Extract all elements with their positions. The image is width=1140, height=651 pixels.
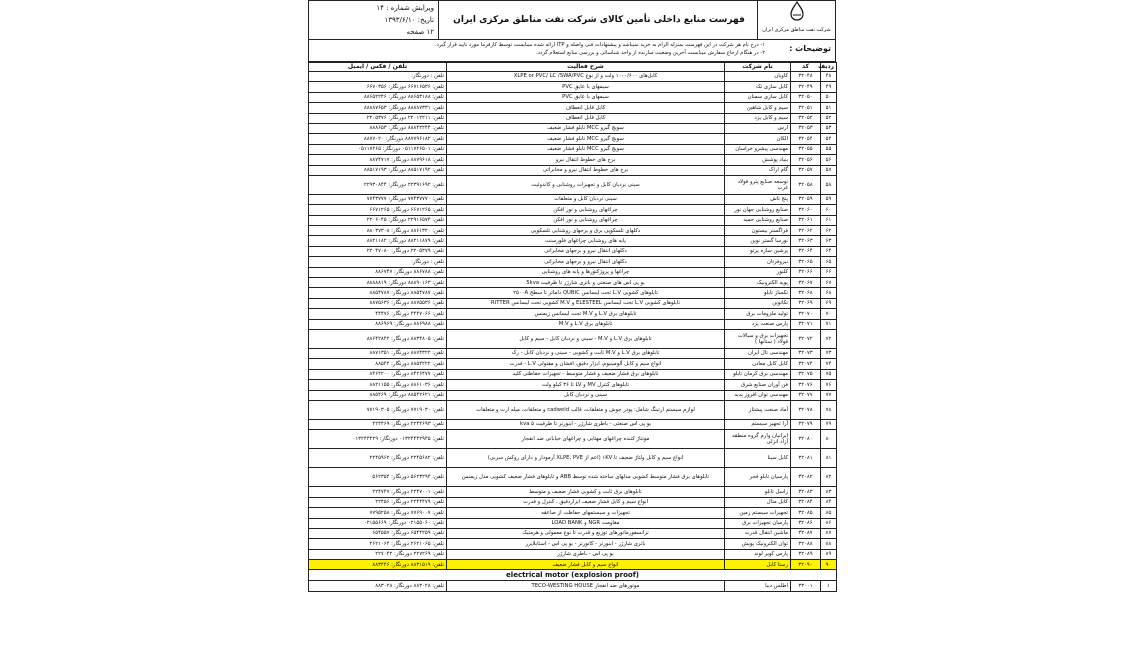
table-body [309,72,837,592]
document-sheet [308,0,836,651]
company-name: صنایع روشنایی حمید [725,215,791,225]
row-number: ۵۹ [821,194,837,204]
supplier-code: ۳۲۰۶۷ [791,278,821,288]
company-name: پارسان تجهیزات برق [725,518,791,528]
company-name: سیم و کابل شاهین [725,103,791,113]
supplier-code: ۳۲۰۵۶ [791,155,821,165]
contact-info: تلفن: ۸۸۷۵۵۳۶ دورنگار: ۸۸۷۵۶۳۶ [309,298,447,308]
table-row [309,72,837,82]
activity-description: برج های خطوط انتقال نیرو [447,155,725,165]
contact-info: تلفن: ۲۲۴۴۶۹۳ دورنگار: ۲۲۴۴۶۹ [309,419,447,429]
activity-description: موتناژ کننده چراغهای مهتابی و چراغهای خیابانی ضد انفجار [447,430,725,449]
row-number: ۷۳ [821,348,837,358]
contact-info: تلفن: ۸۸۳۰۲۸ دورنگار: ۸۸۳۰۲۸ [309,581,447,592]
activity-description: انواع سیم و کابل فشار ضعیف ابزاردقیق ، کنترل و قدرت [447,497,725,507]
supplier-code: ۳۲۰۸۳ [791,487,821,497]
activity-description: تجهیزات و سیستمهای حفاظت از صاعقه [447,508,725,518]
table-row [309,560,837,570]
activity-description: مقاومت NGR و LOAD BANK [447,518,725,528]
contact-info: تلفن: ۰۵۱۱۷۲۶۵۰۱ دورنگار: ۰۵۱۱۷۲۶۵ [309,144,447,154]
company-name: تولید ملزومات برق [725,309,791,319]
company-name: نورسا گستر نوین [725,236,791,246]
row-number: ۷۱ [821,319,837,329]
contact-info: تلفن: ۲۲۴۵۶۸۲ دورنگار: ۲۲۴۵۹۶۲ [309,449,447,468]
activity-description: دکلهای انتقال نیرو و برجهای مخابراتی [447,246,725,256]
company-name: فراگستر بیستون [725,226,791,236]
contact-info: تلفن: ۸۸۳۴۸۰۵ دورنگار: ۸۸۶۴۲۸۴۲ [309,329,447,348]
table-row [309,581,837,592]
supplier-code: ۳۲۰۷۴ [791,359,821,369]
row-number: ۵۰ [821,92,837,102]
supplier-code: ۳۲۰۵۳ [791,123,821,133]
contact-info: تلفن: ۸۸۵۱۷۱۹۲ دورنگار: ۸۸۵۱۷۱۹۳ [309,165,447,175]
table-row [309,528,837,538]
company-name: تجهیزات سیستم زمین [725,508,791,518]
table-row [309,165,837,175]
activity-description: چراغها و پروژکتورها و پایه های روشنایی [447,267,725,277]
supplier-code: ۳۲۰۷۱ [791,319,821,329]
table-row [309,194,837,204]
table-row [309,329,837,348]
company-name: اطلس دیبا [725,581,791,592]
supplier-code: ۳۲۰۸۷ [791,528,821,538]
note-line-1: ۱- درج نام هر شرکت در این فهرست بمنزله الزام به خرید نمیباشد و پیشنهادات فنی واصله و ITP ارائه شده میبایست توسط کارفرما مورد تایید قرار گیرد. [435,42,765,48]
row-number: ۴۸ [821,72,837,82]
row-number: ۷۷ [821,390,837,400]
contact-info: تلفن: ۰۱۳۲۴۴۴۲۹۴۵ دورنگار: ۰۱۳۲۴۴۴۲۹ [309,430,447,449]
activity-description: تابلوهای کشویی L.V تحت لیسانس ELESTEEL و M.V کشویی تحت لیسانس RITTER [447,298,725,308]
contact-info: تلفن: ۲۲۴۴۴۷۹ دورنگار: ۲۲۴۵۶ [309,497,447,507]
table-row [309,236,837,246]
table-row [309,400,837,419]
table-row [309,103,837,113]
contact-info: تلفن : دورنگار: [309,257,447,267]
contact-info: تلفن: ۸۸۷۷۹۶۱۸۲ دورنگار: ۸۸۷۷۰۲۰ [309,134,447,144]
contact-info: تلفن: ۶۶۷۱۶۵۳۶ دورنگار: ۶۶۷۰۳۵۶ [309,82,447,92]
table-row [309,319,837,329]
company-name: پارسیان تابلو فجر [725,468,791,487]
table-row [309,144,837,154]
company-name: پارس صنعت یزد [725,319,791,329]
company-name: مهندسی تال ایران [725,348,791,358]
activity-description: سیمهای با عایق PVC [447,82,725,92]
supplier-code: ۳۲۰۸۰ [791,430,821,449]
contact-info: تلفن: ۷۷۶۹۰۰۷ دورنگار: ۷۷۹۵۲۵۸ [309,508,447,518]
contact-info: تلفن: ۲۲۰۵۳۷۹ دورنگار: ۲۲۰۴۷۰۸۰ [309,246,447,256]
row-number: ۵۸ [821,175,837,194]
table-row [309,155,837,165]
logo-caption: شرکت نفت مناطق مرکزی ایران [762,27,831,33]
activity-description: تابلوهای کشویی L.V تحت لیسانس QUBIC داماتر تا سطح ۲۵۰۰A [447,288,725,298]
row-number: ۷۰ [821,309,837,319]
supplier-code: ۳۲۰۸۹ [791,549,821,559]
company-name: آرا تجهیز سیستم [725,419,791,429]
row-number: ۸۲ [821,468,837,487]
activity-description: سینی نردبان کابل و تجهیزات روشنایی و کاندوئیت [447,175,725,194]
row-number: ۶۳ [821,236,837,246]
row-number: ۶۴ [821,246,837,256]
table-row [309,348,837,358]
pages-text: ۱۲ صفحه [406,28,434,36]
company-name: ارس [725,123,791,133]
table-row [309,309,837,319]
company-name: پارس کویر لوند [725,549,791,559]
table-row [309,497,837,507]
row-number: ۸۱ [821,449,837,468]
supplier-code: ۳۲۰۷۳ [791,348,821,358]
company-name: راسل تابلو [725,487,791,497]
row-number: ۸۳ [821,487,837,497]
company-name: رستا کابل [725,560,791,570]
activity-description: دکلهای تلسکوپی برق و برجهای روشنایی تلسکوپی [447,226,725,236]
notes-title: توضیحات : [789,44,831,53]
company-name: پنج تاش [725,194,791,204]
table-row [309,226,837,236]
activity-description: لوازم سیستم ارتینگ شامل: پودر جوش و متعلقات، قالب cadweld و متعلقات، میله ارت و متعلقات [447,400,725,419]
table-row [309,215,837,225]
contact-info: تلفن: ۸۸۶۱۰۳۶ دورنگار: ۸۸۲۱۱۵۵ [309,380,447,390]
activity-description: سینی و نردبان کابل [447,390,725,400]
contact-info: تلفن: ۸۸۷۴۳۲۲ دورنگار: ۸۸۷۱۳۵۱ [309,348,447,358]
contact-info: تلفن: ۸۸۲۱۱۸۷۹ دورنگار: ۸۸۲۱۱۸۲ [309,236,447,246]
supplier-code: ۳۲۰۷۶ [791,380,821,390]
table-row [309,468,837,487]
contact-info: تلفن: ۸۸۸۸۷۳۳۱ دورنگار: ۸۸۸۸۷۶۵۳ [309,103,447,113]
company-name: کابل سازی تک [725,82,791,92]
company-name: کابل کابل معادن [725,359,791,369]
row-number: ۵۱ [821,103,837,113]
col-phone: تلفن / فکس / ایمیل [309,63,447,72]
table-row [309,449,837,468]
supplier-code: ۳۲۰۵۷ [791,165,821,175]
row-number: ۸۹ [821,549,837,559]
supplier-code: ۳۲۰۵۰ [791,92,821,102]
activity-description: تابلوهای برق فشار ضعیف و فشار متوسط - تجهیزات حفاظتی کلید [447,369,725,379]
supplier-code: ۳۲۰۸۴ [791,497,821,507]
company-name: توسعه صنایع پترو فولاد غرب [725,175,791,194]
supplier-code: ۳۲۰۷۸ [791,400,821,419]
contact-info: تلفن: ۵۶۲۳۲۹۴ دورنگار: ۵۶۲۳۵۴ [309,468,447,487]
supplier-code: ۳۲۰۶۶ [791,267,821,277]
table-row [309,175,837,194]
supplier-code: ۳۲۰۵۵ [791,144,821,154]
row-number: ۸۰ [821,430,837,449]
col-spec: شرح فعالیت [447,63,725,72]
row-number: ۴۹ [821,82,837,92]
supplier-code: ۳۲۰۸۸ [791,539,821,549]
table-row [309,205,837,215]
company-name: پویه الکترونیک [725,278,791,288]
contact-info: تلفن: ۲۲۷۲۶۹ دورنگار: ۲۲۷۰۴۲ [309,549,447,559]
activity-description: تابلوهای برق فشار متوسط کشویی مدلهای ساخته شده توسط ABB و تابلوهای فشار ضعیف کشویی مدل زیمنس [447,468,725,487]
activity-description: سیمهای با عایق PVC [447,92,725,102]
contact-info: تلفن: ۸۸۸۴۲۲۴۴ دورنگار: ۸۸۸۶۵۳ [309,123,447,133]
row-number: ۷۶ [821,380,837,390]
company-name: مهندسی توان افروز پدید [725,390,791,400]
date-text: تاریخ: ۱۳۹۳/۶/۱۰ [384,16,434,24]
table-row [309,549,837,559]
activity-description: انواع سیم و کابل ولتاژ ضعیف تا ۱KV (اعم از XLPE, PVE آرمودار و دارای روکش سربی) [447,449,725,468]
section-row [309,570,837,581]
col-company: نام شرکت [725,63,791,72]
table-row [309,267,837,277]
company-name: سیم و کابل یزد [725,113,791,123]
table-row [309,430,837,449]
row-number: ۸۷ [821,528,837,538]
supplier-code: ۳۲۰۶۳ [791,236,821,246]
row-number: ۷۸ [821,400,837,419]
supplier-code: ۳۲۰۶۵ [791,257,821,267]
document-title: فهرست منابع داخلی تأمین کالای شرکت نفت مناطق مرکزی ایران [453,15,745,25]
row-number: ۵۶ [821,155,837,165]
company-name: کابل سینا [725,449,791,468]
contact-info: تلفن : دورنگار: [309,72,447,82]
supplier-code: ۳۲۰۷۹ [791,419,821,429]
row-number: ۶۰ [821,205,837,215]
row-number: ۶۱ [821,215,837,225]
activity-description: یو پی اس های صنعتی و باتری شارژر تا ظرفیت 5kva [447,278,725,288]
note-line-2: ۲- در هنگام ارجاع سفارش میبایست آخرین وضعیت سازنده از واحد شناسائی و بررسی منابع استعلام گردد. [536,50,765,56]
supplier-code: ۳۲۰۶۰ [791,205,821,215]
supplier-code: ۳۲۰۴۹ [791,82,821,92]
supplier-code: ۳۲۰۶۸ [791,288,821,298]
contact-info: تلفن: ۸۸۸۹۰۱۶۳ دورنگار: ۸۸۸۸۸۱۹ [309,278,447,288]
row-number: ۸۶ [821,518,837,528]
activity-description: سینی نردبان کابل و متعلقات [447,194,725,204]
contact-info: تلفن: ۲۶۲۱۰۶۵ دورنگار: ۲۶۲۱۰۶۴ [309,539,447,549]
row-number: ۷۴ [821,359,837,369]
notes-box [308,40,836,62]
table-header-row [309,63,837,72]
table-row [309,390,837,400]
contact-info: تلفن: ۴۴۴۷۰۶۶ دورنگار: ۴۴۴۷۶ [309,309,447,319]
contact-info: تلفن: ۰۲۱۵۵۰۶۰ دورنگار: ۰۲۱۵۵۶۶۹ [309,518,447,528]
row-number: ۷۹ [821,419,837,429]
row-number: ۵۴ [821,134,837,144]
activity-description: سویچ گیرو MCC تابلو فشار ضعیف [447,123,725,133]
activity-description: موتورهای ضد انفجار TECO-WESTING HOUSE [447,581,725,592]
company-name: فن آوران صنایع شرق [725,380,791,390]
activity-description: ترانسفورماتورهای توزیع و قدرت تا نوع معمولی و هرمتیک [447,528,725,538]
table-row [309,298,837,308]
table-row [309,288,837,298]
row-number: ۶۶ [821,267,837,277]
supplier-code: ۳۲۰۶۴ [791,246,821,256]
table-row [309,278,837,288]
row-number: ۹۰ [821,560,837,570]
supplier-code: ۳۲۰۵۹ [791,194,821,204]
activity-description: انواع سیم و کابل آلومینیوم، ابزار دقیق، افشان و مفتولی L.V - قدرت [447,359,725,369]
row-number: ۸۵ [821,508,837,518]
company-logo [757,1,835,39]
table-row [309,359,837,369]
company-name: توان الکترونیک پویش [725,539,791,549]
contact-info: تلفن: ۸۸۵۴۷۸۷ دورنگار: ۸۸۵۴۷۸۷ [309,288,447,298]
activity-description: کابل قابل انعطاف [447,113,725,123]
company-name: تجهیزات برق و سیالات فولاد ( ستانها ) [725,329,791,348]
company-name: صنایع روشنایی جهان نور [725,205,791,215]
activity-description: تابلوهای برق L.V و M.V تحت لیسانس زیمنس [447,309,725,319]
suppliers-table [308,62,837,592]
contact-info: تلفن: ۷۷۱۹۰۳۰ دورنگار: ۷۷۱۹۰۳۰۵ [309,400,447,419]
supplier-code: ۳۲۰۹۰ [791,560,821,570]
row-number: ۵۳ [821,123,837,133]
table-row [309,113,837,123]
activity-description: انواع سیم و کابل فشار ضعیف [447,560,725,570]
activity-description: تابلوهای برق L.V و M.V [447,319,725,329]
contact-info: تلفن: ۸۸۵۴۲۲۲ دورنگار: ۸۸۵۴۲ [309,359,447,369]
supplier-code: ۳۲۰۸۱ [791,449,821,468]
activity-description: کابل قابل انعطاف [447,103,725,113]
row-number: ۷۲ [821,329,837,348]
table-row [309,539,837,549]
col-code: کد [791,63,821,72]
col-row: ردیف [821,63,837,72]
supplier-code: ۳۲۰۵۱ [791,103,821,113]
table-row [309,123,837,133]
row-number: ۶۷ [821,278,837,288]
contact-info: تلفن: ۲۲۰۱۲۲۱۱ دورنگار: ۲۲۰۵۳۷۶ [309,113,447,123]
supplier-code: ۳۲۰۸۶ [791,518,821,528]
row-number: ۸۸ [821,539,837,549]
company-name: تکاتوین [725,298,791,308]
supplier-code: ۳۲۰۷۰ [791,309,821,319]
company-name: کلنور [725,267,791,277]
row-number: ۵۵ [821,144,837,154]
supplier-code: ۳۲۰۷۷ [791,390,821,400]
header-meta [309,1,439,39]
company-name: تکساز تابلو [725,288,791,298]
row-number: ۶۲ [821,226,837,236]
table-row [309,369,837,379]
activity-description: چراغهای روشنایی و نور افکن [447,215,725,225]
table-row [309,257,837,267]
supplier-code: ۳۲۰۶۲ [791,226,821,236]
supplier-code: ۳۲۰۵۴ [791,134,821,144]
table-row [309,487,837,497]
table-row [309,92,837,102]
table-row [309,419,837,429]
edition-text: ویرایش شماره : ۱۴ [376,4,434,12]
table-row [309,508,837,518]
activity-description: یو پی اس - باطری شارژر [447,549,725,559]
activity-description: باتری شارژر - اینورتر - کانورتر - یو پی اس - استابلایزر [447,539,725,549]
company-name: بنیاد پوشش [725,155,791,165]
oil-company-icon [758,1,835,26]
company-name: الکان [725,134,791,144]
contact-info: تلفن: ۸۸۷۹۶۱۸ دورنگار: ۸۸۷۴۷۱۷ [309,155,447,165]
contact-info: تلفن: ۸۸۶۵۳۱۸۸ دورنگار: ۸۸۶۵۲۲۴۶ [309,92,447,102]
supplier-code: ۳۲۰۸۵ [791,508,821,518]
row-number: ۵۷ [821,165,837,175]
contact-info: تلفن: ۸۸۶۷۸۸ دورنگار: ۸۸۶۷۴۷ [309,267,447,277]
activity-description: سویچ گیرو MCC تابلو فشار ضعیف [447,144,725,154]
supplier-code: ۳۲۰۴۸ [791,72,821,82]
contact-info: تلفن: ۲۲۴۷۰۰۱ دورنگار: ۲۲۴۷۴۷ [309,487,447,497]
company-name: آماد صنعت پیشتاز [725,400,791,419]
row-number: ۸۴ [821,497,837,507]
activity-description: تابلوهای کنترل MV و LV تا ۳۶ کیلو ولت [447,380,725,390]
activity-description: تابلوهای برق ثابت و کشویی فشار ضعیف و متوسط [447,487,725,497]
activity-description: یو پی اس صنعتی - باطری شارژر - اینورتر تا ظرفیت ۵ kva [447,419,725,429]
activity-description: کابل‌های ۱۰۰۰/۶۰۰ ولت و از نوع XLPE or PVC/ LC /SWA/PVC [447,72,725,82]
supplier-code: ۳۲۰۷۲ [791,329,821,348]
supplier-code: ۳۲۰۵۲ [791,113,821,123]
contact-info: تلفن: ۸۸۳۱۵۱۹ دورنگار: ۸۸۳۴۴۶ [309,560,447,570]
company-name: نیروفرتان [725,257,791,267]
contact-info: تلفن: ۶۶۷۱۲۶۵ دورنگار: ۶۶۷۱۲۶۵ [309,205,447,215]
contact-info: تلفن: ۲۲۹۱۶۵۷۴ دورنگار: ۲۲۰۶۰۴۵ [309,215,447,225]
company-name: مهندسی برق کرمان تابلو [725,369,791,379]
supplier-code: ۳۲۰۵۸ [791,175,821,194]
company-name: ماشین انتقال قدرت [725,528,791,538]
row-number: ۶۹ [821,298,837,308]
contact-info: تلفن: ۸۸۶۱۳۲۰ دورنگار: ۸۸۰۳۷۳۰۸ [309,226,447,236]
activity-description: تابلوهای برق L.V و M.V ثابت و کشویی - سینی و نردبان کابل - رک [447,348,725,358]
row-number: ۱ [821,581,837,592]
supplier-code: ۳۲۰۸۲ [791,468,821,487]
contact-info: تلفن: ۸۴۲۶۴۷۷ دورنگار: ۸۴۶۴۲۰۰ [309,369,447,379]
contact-info: تلفن: ۲۲۳۹۱۶۹۲ دورنگار: ۲۲۹۳۰۸۴۴ [309,175,447,194]
supplier-code: ۳۲۰۶۹ [791,298,821,308]
row-number: ۵۲ [821,113,837,123]
contact-info: تلفن: ۸۸۵۴۲۶۲۱ دورنگار: ۸۸۵۴۶۹ [309,390,447,400]
activity-description: تابلوهای برق L.V و M.V - سینی و نردبان کابل - سیم و کابل [447,329,725,348]
company-name: مهندسی پیشرو خراسان [725,144,791,154]
supplier-code: ۳۲۰۶۱ [791,215,821,225]
section-label: electrical motor (explosion proof) [309,570,837,581]
company-name: کابل متال [725,497,791,507]
contact-info: تلفن: ۸۸۶۹۸۸ دورنگار: ۸۸۶۹۶۹ [309,319,447,329]
activity-description: برج های خطوط انتقال نیرو و مخابراتی [447,165,725,175]
activity-description: دکلهای انتقال نیرو و برجهای مخابراتی [447,257,725,267]
table-row [309,134,837,144]
supplier-code: ۳۳۰۰۱ [791,581,821,592]
company-name: کاویان [725,72,791,82]
contact-info: تلفن: ۷۷۴۳۷۷۷۰ دورنگار: ۷۷۴۳۷۷۷ [309,194,447,204]
supplier-code: ۳۲۰۷۵ [791,369,821,379]
table-row [309,82,837,92]
contact-info: تلفن: ۶۵۴۴۲۵۹ دورنگار: ۶۵۴۵۵۷ [309,528,447,538]
row-number: ۶۵ [821,257,837,267]
company-name: ایرانیان وارم گروه منطقه آزاد انزلی [725,430,791,449]
company-name: پرشین سازه پرتو [725,246,791,256]
activity-description: چراغهای روشنایی و نور افکن [447,205,725,215]
row-number: ۶۸ [821,288,837,298]
row-number: ۷۵ [821,369,837,379]
activity-description: سویچ گیرو MCC تابلو فشار ضعیف [447,134,725,144]
company-name: گام اراک [725,165,791,175]
document-header [308,0,836,40]
table-row [309,380,837,390]
table-row [309,518,837,528]
table-row [309,246,837,256]
activity-description: پایه های روشنایی چراغهای فلورسنت [447,236,725,246]
company-name: کابل سازی سمنان [725,92,791,102]
